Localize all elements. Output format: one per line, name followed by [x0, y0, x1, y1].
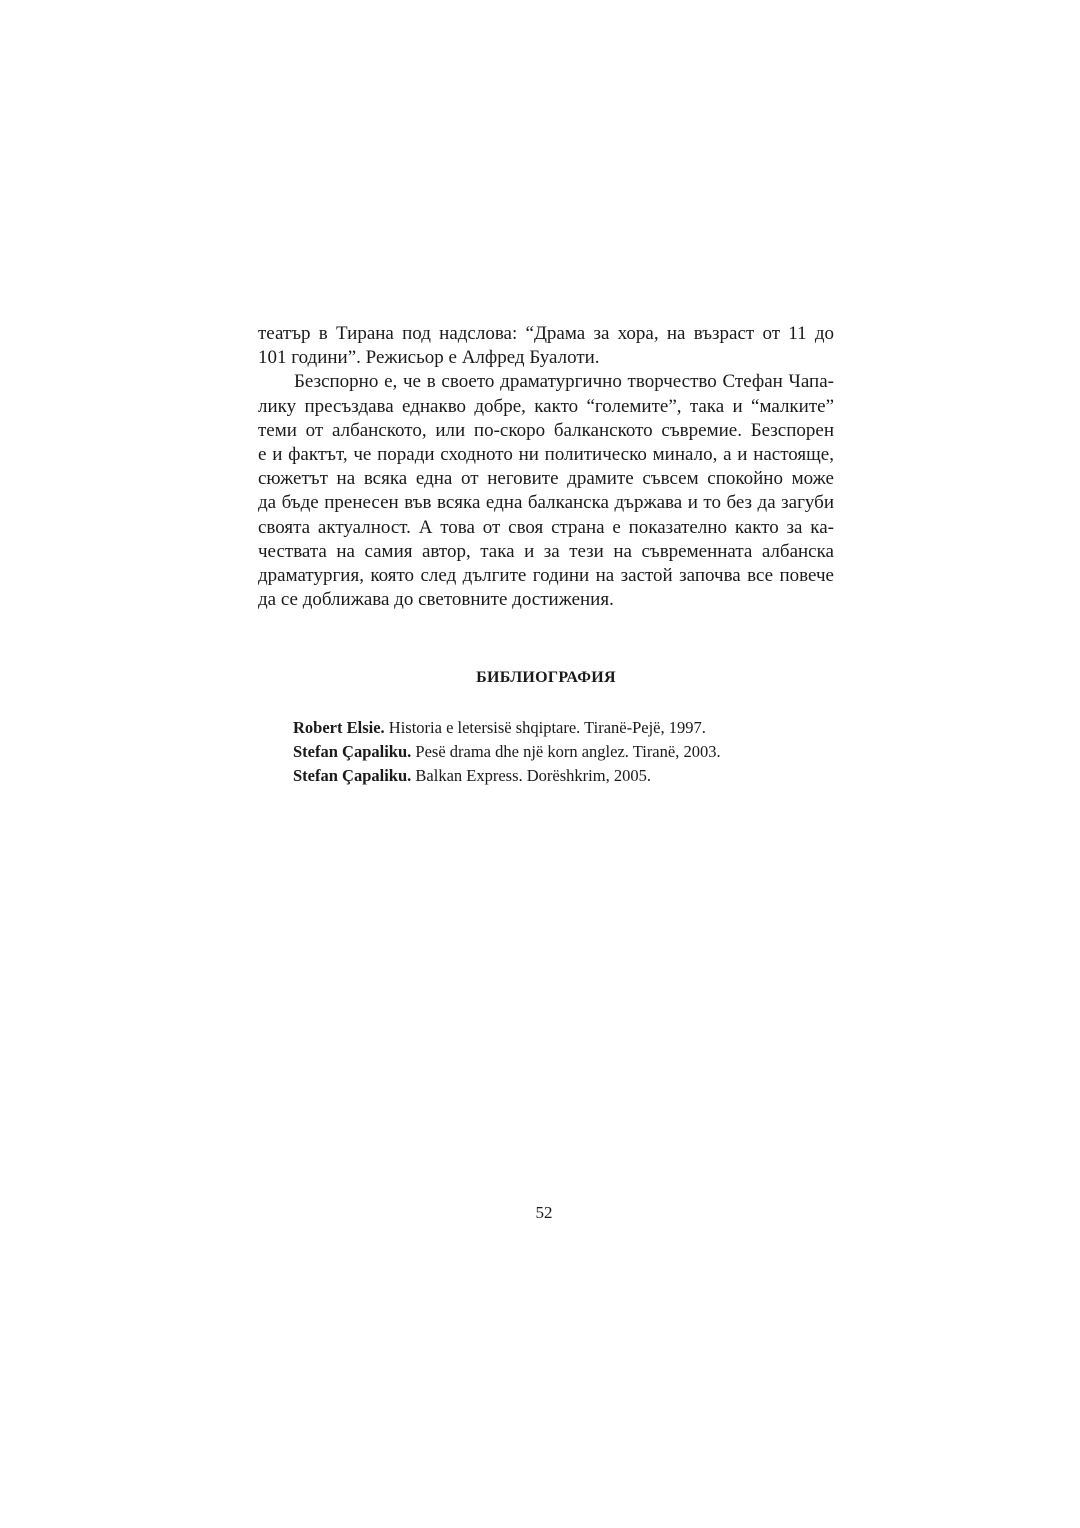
bibliography-author: Stefan Çapaliku. — [293, 742, 412, 761]
text-line: Безспорно е, че в своето драматургично творчество Стефан Чапа- — [294, 371, 834, 393]
text-line: сюжетът на всяка една от неговите драмите съвсем спокойно може — [258, 468, 834, 490]
bibliography-author: Stefan Çapaliku. — [293, 766, 412, 785]
bibliography-entry — [293, 764, 853, 788]
paragraph-1 — [258, 322, 834, 370]
text-line: лику пресъздава еднакво добре, както “големите”, така и “малките” — [258, 395, 834, 417]
text-line: е и фактът, че поради сходното ни политическо минало, а и настояще, — [258, 443, 834, 465]
text-line: театър в Тирана под надслова: “Драма за хора, на възраст от 11 до — [258, 323, 834, 344]
text-line: 101 години”. Режисьор е Алфред Буалоти. — [258, 347, 600, 369]
bibliography-list — [293, 716, 853, 788]
main-text — [258, 322, 834, 612]
bibliography-entry — [293, 716, 853, 740]
paragraph-2 — [258, 370, 834, 612]
bibliography-work: Pesë drama dhe një korn anglez. Tiranë, 2003. — [411, 742, 721, 761]
text-line: да се доближава до световните достижения. — [258, 589, 614, 611]
text-line: да бъде пренесен във всяка една балканска държава и то без да загуби — [258, 492, 834, 514]
bibliography-work: Historia e letersisë shqiptare. Tiranë-Pejë, 1997. — [384, 718, 706, 737]
bibliography-author: Robert Elsie. — [293, 718, 385, 737]
bibliography-heading: БИБЛИОГРАФИЯ — [476, 669, 616, 686]
text-line: своята актуалност. А това от своя страна е показателно както за ка- — [258, 516, 834, 538]
bibliography-work: Balkan Express. Dorëshkrim, 2005. — [411, 766, 651, 785]
bibliography-entry — [293, 740, 853, 764]
text-line: теми от албанското, или по-скоро балканското съвремие. Безспорен — [258, 419, 834, 441]
text-line: драматургия, която след дългите години на застой започва все повече — [258, 564, 834, 586]
page-number: 52 — [535, 1203, 553, 1222]
text-line: чествата на самия автор, така и за тези на съвременната албанска — [258, 540, 834, 562]
